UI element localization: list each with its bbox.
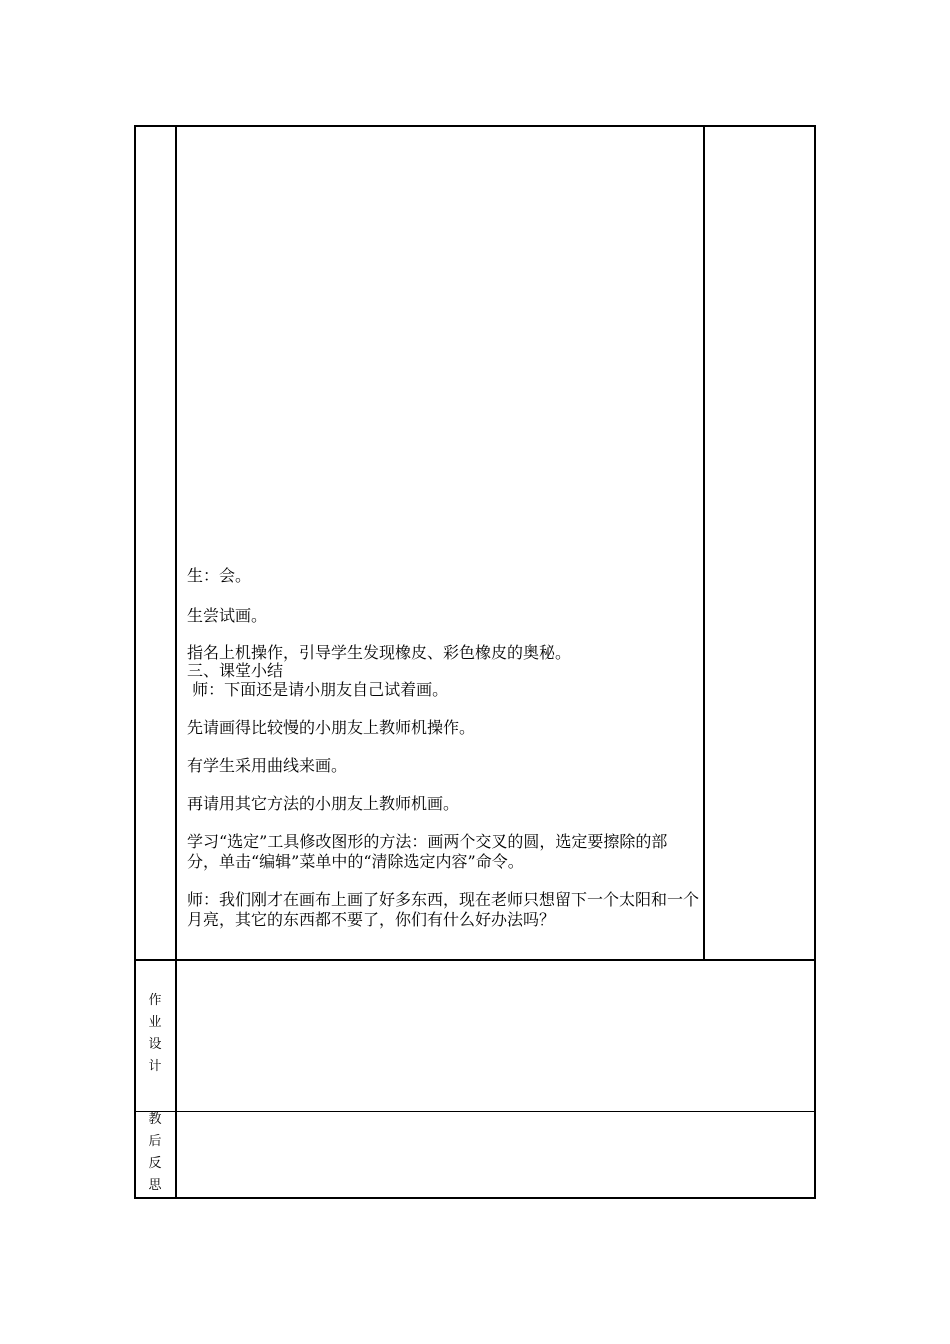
reflection-label-char: 思 xyxy=(148,1178,162,1193)
lesson-paragraph: 指名上机操作，引导学生发现橡皮、彩色橡皮的奥秘。 xyxy=(187,643,572,662)
reflection-label-char: 后 xyxy=(148,1134,162,1149)
homework-label-char: 业 xyxy=(148,1015,162,1030)
lesson-paragraph: 师：下面还是请小朋友自己试着画。 xyxy=(187,680,449,699)
table-right-border xyxy=(814,125,816,1199)
reflection-label-char: 反 xyxy=(148,1156,162,1171)
table-top-border xyxy=(134,125,816,127)
lesson-paragraph: 生尝试画。 xyxy=(187,606,268,625)
lesson-paragraph: 师：我们刚才在画布上画了好多东西，现在老师只想留下一个太阳和一个月亮，其它的东西都不要了，你们有什么好办法吗？ xyxy=(187,890,700,929)
section-heading: 三、课堂小结 xyxy=(187,661,284,680)
reflection-label-char: 教 xyxy=(148,1112,162,1127)
content-column-divider xyxy=(703,125,705,960)
lesson-paragraph: 再请用其它方法的小朋友上教师机画。 xyxy=(187,794,460,813)
homework-label-char: 设 xyxy=(148,1037,162,1052)
homework-label-char: 作 xyxy=(148,993,162,1008)
label-column-divider xyxy=(175,125,177,1199)
lesson-paragraph: 先请画得比较慢的小朋友上教师机操作。 xyxy=(187,718,476,737)
lesson-paragraph: 学习“选定”工具修改图形的方法：画两个交叉的圆，选定要擦除的部分，单击“编辑”菜单中的“清除选定内容”命令。 xyxy=(187,832,668,871)
lesson-content xyxy=(187,566,699,930)
reflection-label xyxy=(135,1109,175,1197)
table-bottom-border xyxy=(134,1197,816,1199)
homework-row-bottom-border xyxy=(134,1111,816,1112)
lesson-paragraph: 生：会。 xyxy=(187,566,252,585)
lesson-paragraph: 有学生采用曲线来画。 xyxy=(187,756,348,775)
homework-label xyxy=(135,990,175,1078)
homework-label-char: 计 xyxy=(148,1059,162,1074)
lesson-row-bottom-border xyxy=(134,959,816,961)
